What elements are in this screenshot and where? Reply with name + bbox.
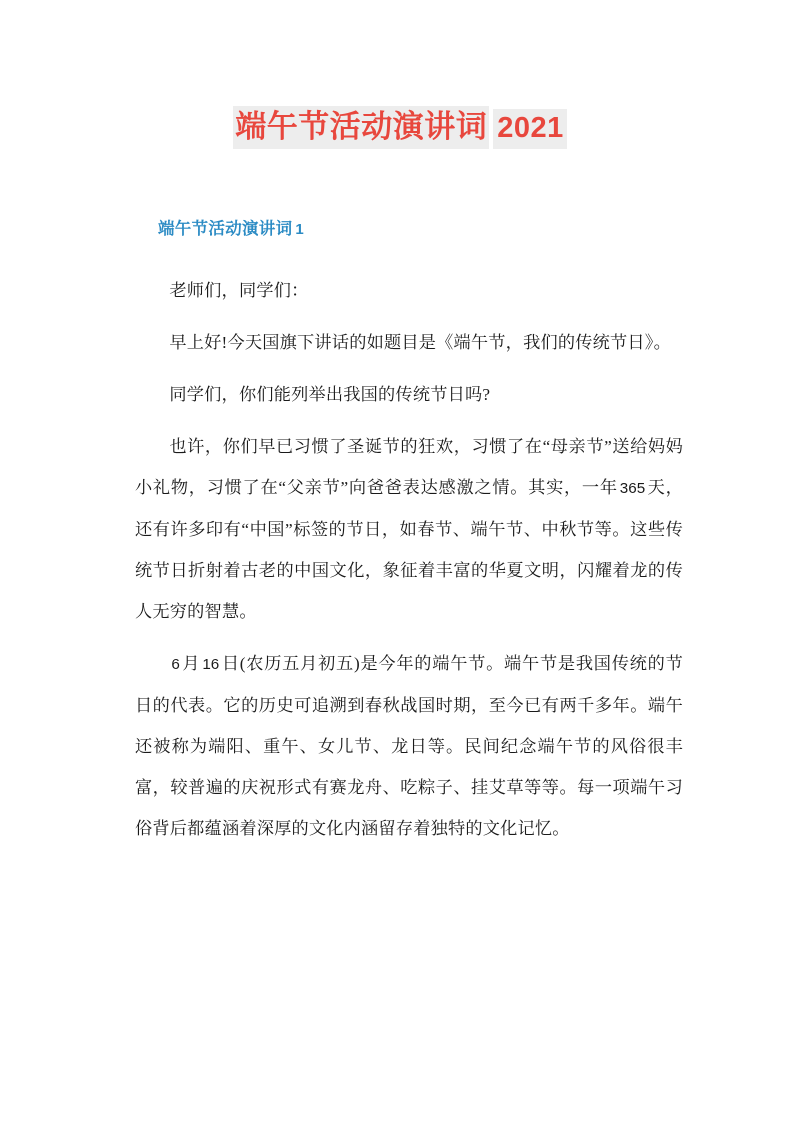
paragraph-text-after: 天，还有许多印有“中国”标签的节日，如春节、端午节、中秋节等。这些传统节日折射着古老的中国文化，象征着丰富的华夏文明，闪耀着龙的传人无穷的智慧。 [135,478,683,621]
section-heading [158,216,304,243]
paragraph-text: 早上好!今天国旗下讲话的如题目是《端午节，我们的传统节日》。 [169,333,671,352]
page-title [0,104,800,151]
page-title-text: 端午节活动演讲词 [233,106,489,149]
days-in-year-number: 365 [619,480,646,497]
paragraph-greeting [135,322,683,363]
paragraph-question [135,374,683,415]
document-body [135,270,683,860]
paragraph-text-before: 也许，你们早已习惯了圣诞节的狂欢，习惯了在“母亲节”送给妈妈小礼物，习惯了在“父亲节”向爸爸表达感激之情。其实，一年 [135,437,683,497]
section-heading-text: 端午节活动演讲词 [158,219,293,238]
paragraph-text: 同学们，你们能列举出我国的传统节日吗? [169,385,491,404]
page-title-year: 2021 [493,109,567,149]
section-heading-number: 1 [295,221,305,238]
paragraph-salutation [135,270,683,311]
paragraph-text: 老师们，同学们： [169,281,309,300]
paragraph-western-festivals [135,426,683,632]
paragraph-text-after: 日(农历五月初五)是今年的端午节。端午节是我国传统的节日的代表。它的历史可追溯到春秋战国时期，至今已有两千多年。端午还被称为端阳、重午、女儿节、龙日等。民间纪念端午节的风俗很丰富，较普遍的庆祝形式有赛龙舟、吃粽子、挂艾草等等。每一项端午习俗背后都蕴涵着深厚的文化内涵留存着独特的文化记忆。 [135,654,683,838]
paragraph-duanwu-date [135,643,683,849]
day-number: 16 [202,656,220,673]
month-label: 月 [181,654,201,673]
month-number: 6 [171,656,180,673]
